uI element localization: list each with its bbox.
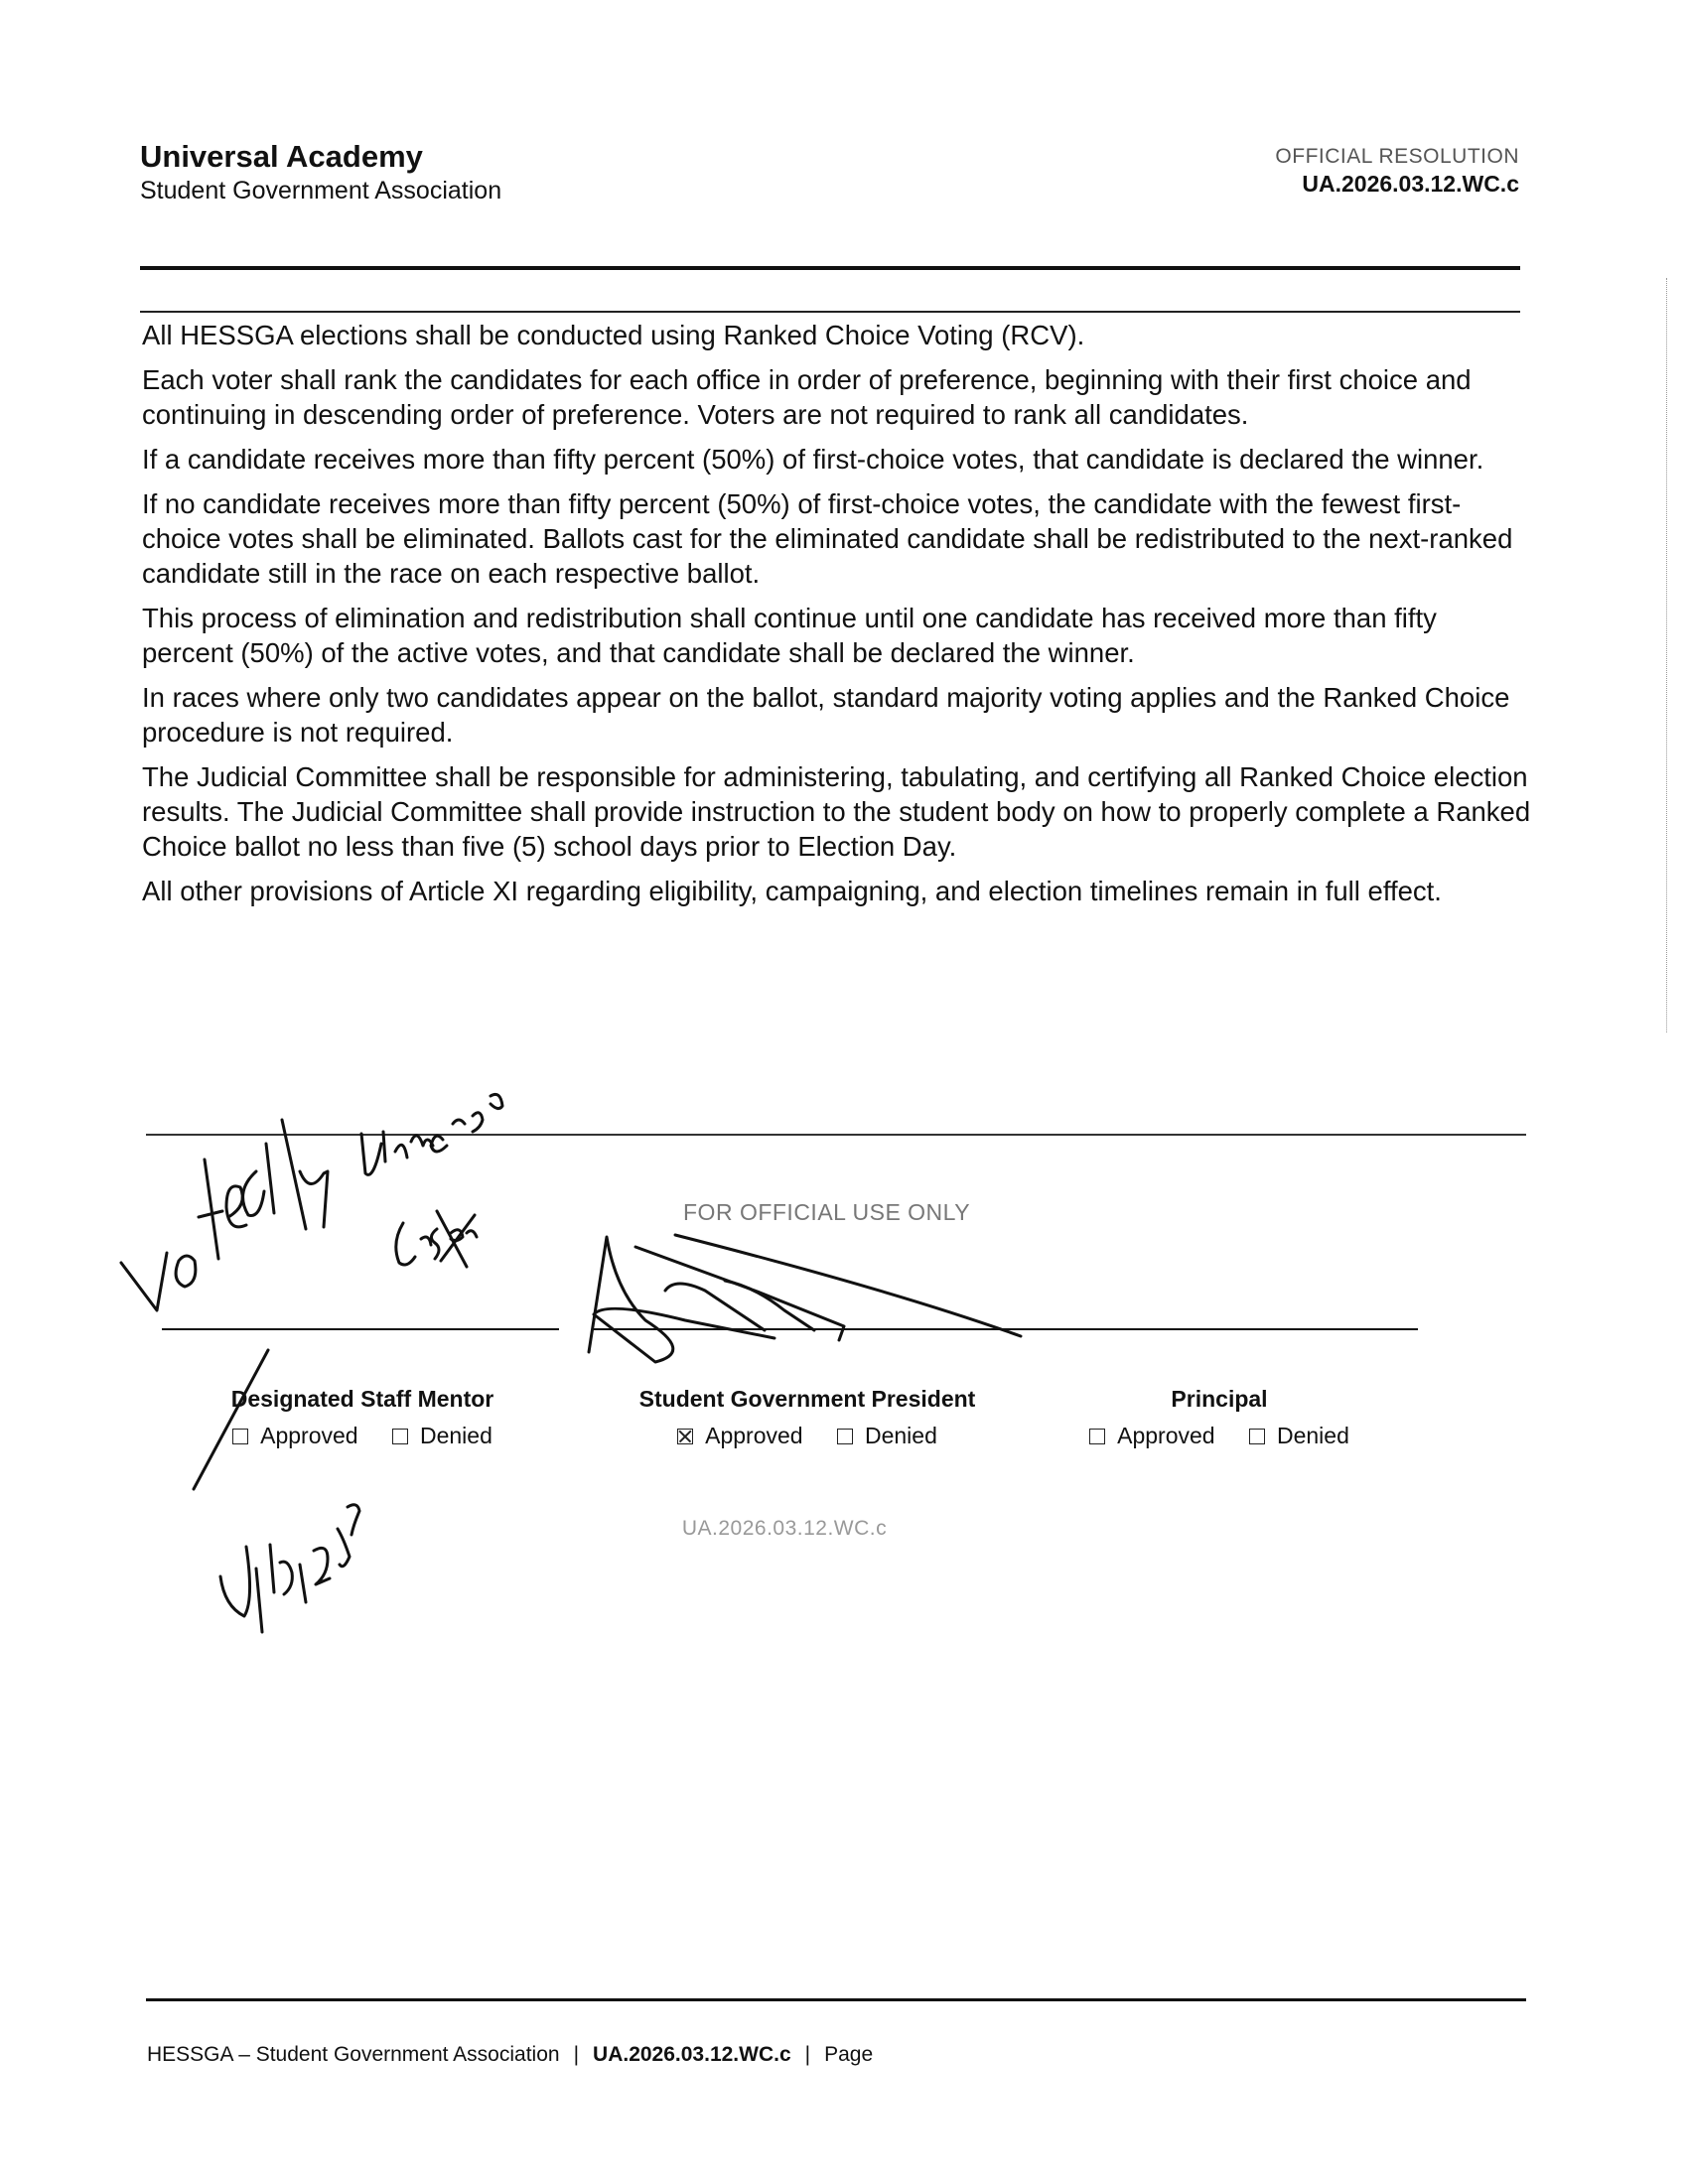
- denied-label: Denied: [1276, 1423, 1349, 1448]
- approved-label: Approved: [705, 1423, 803, 1448]
- body-paragraph: In races where only two candidates appear on the ballot, standard majority voting applies and the Ranked Choice procedure is not required.: [142, 682, 1510, 748]
- checked-checkbox-icon: [677, 1429, 693, 1444]
- footer-separator: |: [804, 2043, 811, 2066]
- header-rule: [140, 266, 1520, 270]
- center-resolution-code: UA.2026.03.12.WC.c: [681, 1517, 888, 1540]
- page-footer: [147, 2043, 873, 2067]
- scan-edge-marks: [1666, 278, 1670, 1032]
- approved-checkbox[interactable]: [232, 1423, 357, 1448]
- org-title: Universal Academy: [140, 139, 423, 174]
- approved-label: Approved: [1117, 1423, 1215, 1448]
- principal-signature-line: [1021, 1328, 1418, 1330]
- body-paragraph: If no candidate receives more than fifty percent (50%) of first-choice votes, the candidate with the fewest first-choice votes shall be eliminated. Ballots cast for the eliminated candidate shall be redistributed to the next-ranked candidate still in the race on each respective ballot.: [142, 488, 1513, 589]
- signature-role: Principal: [1171, 1386, 1268, 1412]
- footer-page-label: Page: [824, 2043, 874, 2066]
- staff-mentor-signature-line: [162, 1328, 559, 1330]
- checkbox-icon: [837, 1429, 853, 1444]
- signature-section-rule: [146, 1134, 1526, 1136]
- official-use-label: FOR OFFICIAL USE ONLY: [683, 1199, 971, 1225]
- checkbox-icon: [232, 1429, 248, 1444]
- resolution-body: [142, 318, 1532, 918]
- checkbox-icon: [1249, 1429, 1265, 1444]
- denied-checkbox[interactable]: [837, 1423, 937, 1448]
- checkbox-icon: [1089, 1429, 1105, 1444]
- checkbox-icon: [392, 1429, 408, 1444]
- denied-label: Denied: [864, 1423, 937, 1448]
- body-paragraph: All HESSGA elections shall be conducted using Ranked Choice Voting (RCV).: [142, 320, 1085, 350]
- approved-checkbox[interactable]: [1089, 1423, 1214, 1448]
- resolution-label: OFFICIAL RESOLUTION: [1275, 145, 1519, 168]
- org-subtitle: Student Government Association: [140, 177, 502, 205]
- approved-checkbox[interactable]: [677, 1423, 802, 1448]
- signature-role: Designated Staff Mentor: [230, 1386, 494, 1412]
- footer-org: HESSGA – Student Government Association: [147, 2043, 560, 2066]
- footer-rule: [146, 1998, 1526, 2001]
- signature-block-staff-mentor: [184, 1386, 541, 1449]
- denied-checkbox[interactable]: [392, 1423, 492, 1448]
- footer-code: UA.2026.03.12.WC.c: [593, 2043, 791, 2066]
- president-signature-line: [594, 1328, 1021, 1330]
- body-paragraph: This process of elimination and redistribution shall continue until one candidate has received more than fifty percent (50%) of the active votes, and that candidate shall be declared the winner.: [142, 603, 1437, 668]
- footer-separator: |: [573, 2043, 580, 2066]
- signature-role: Student Government President: [638, 1386, 976, 1412]
- resolution-code: UA.2026.03.12.WC.c: [1302, 171, 1519, 197]
- header-thin-rule: [140, 311, 1520, 313]
- signature-block-principal: [1041, 1386, 1398, 1449]
- body-paragraph: All other provisions of Article XI regarding eligibility, campaigning, and election timelines remain in full effect.: [142, 876, 1442, 906]
- body-paragraph: The Judicial Committee shall be responsible for administering, tabulating, and certifying all Ranked Choice election results. The Judicial Committee shall provide instruction to the student body on how to properly complete a Ranked Choice ballot no less than five (5) school days prior to Election Day.: [142, 761, 1531, 862]
- denied-checkbox[interactable]: [1249, 1423, 1349, 1448]
- signature-block-president: [609, 1386, 1006, 1449]
- body-paragraph: Each voter shall rank the candidates for each office in order of preference, beginning with their first choice and continuing in descending order of preference. Voters are not required to rank all candidates.: [142, 364, 1472, 430]
- denied-label: Denied: [419, 1423, 492, 1448]
- approved-label: Approved: [260, 1423, 358, 1448]
- body-paragraph: If a candidate receives more than fifty percent (50%) of first-choice votes, that candidate is declared the winner.: [142, 444, 1484, 475]
